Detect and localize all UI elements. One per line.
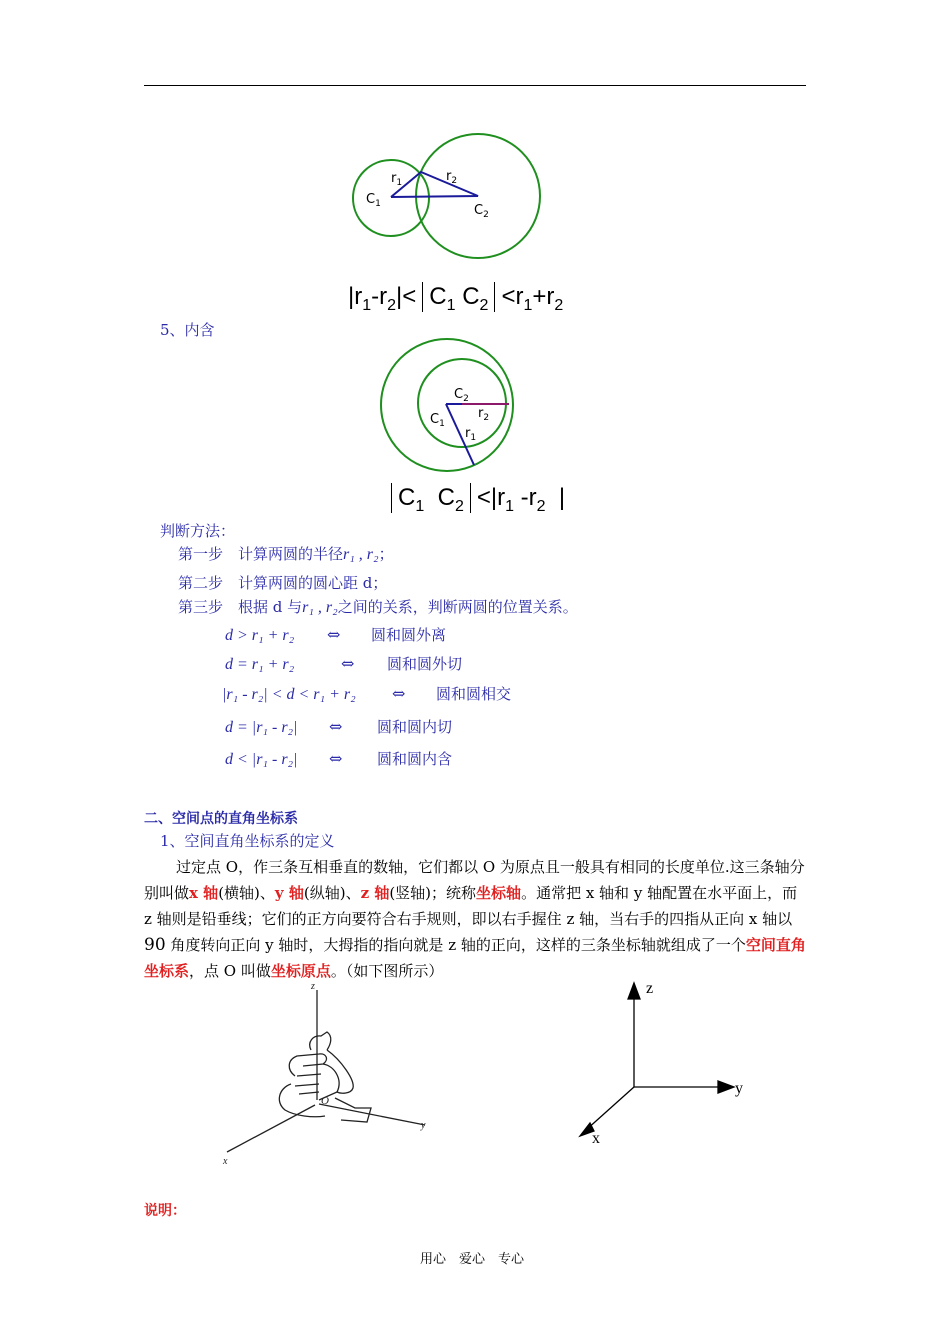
label-r2: r	[478, 406, 484, 421]
hand-z-label: z	[311, 981, 315, 992]
hand-o-label: O	[321, 1095, 329, 1107]
radius-triangle	[391, 172, 478, 197]
rule-row: d = r₁ + r₂ ⇔ 圆和圆外切	[225, 654, 463, 673]
coordinate-axes-figure	[570, 975, 755, 1150]
section-contain-title: 5、内含	[160, 321, 215, 339]
method-step1: 第一步 计算两圆的半径r₁ , r₂；	[178, 545, 394, 563]
method-step2: 第二步 计算两圆的圆心距 d；	[178, 574, 388, 592]
svg-text:C2: $C_2$	[454, 387, 469, 404]
svg-text:r2: $r_2$	[446, 169, 458, 186]
label-r2: r	[446, 169, 452, 184]
axis-y-label: y	[735, 1080, 743, 1097]
intersecting-circles-figure	[345, 130, 550, 260]
note-label: 说明：	[144, 1203, 186, 1219]
right-hand-rule-figure	[215, 980, 440, 1170]
svg-text:r2: $r_2$	[478, 406, 490, 423]
label-c2: C	[454, 387, 464, 402]
svg-text:r1: $r_1$	[391, 171, 403, 188]
hand-x-label: x	[223, 1156, 228, 1167]
axis-x-label: x	[592, 1130, 600, 1147]
section-heading: 二、空间点的直角坐标系	[144, 811, 298, 827]
axis-z-label: z	[646, 980, 654, 997]
rule-row: d < |r₁ - r₂| ⇔ 圆和圆内含	[225, 749, 453, 768]
svg-text:C2: $C_2$	[474, 203, 489, 220]
svg-text:r1: $r_1$	[465, 426, 477, 443]
method-title: 判断方法：	[160, 522, 236, 540]
label-r1: r	[465, 426, 471, 441]
label-c1: C	[430, 412, 440, 427]
subsection-heading: 1、空间直角坐标系的定义	[160, 832, 335, 850]
method-step3: 第三步 根据 d 与r₁ , r₂之间的关系，判断两圆的位置关系。	[178, 598, 578, 616]
contained-circles-figure	[378, 337, 518, 477]
label-c1: C	[366, 192, 376, 207]
svg-text:C1: $C_1$	[430, 412, 445, 429]
rule-row: d > r₁ + r₂ ⇔ 圆和圆外离	[225, 625, 447, 644]
formula-contain: $C_1$ $C_2 <|r_1$ $-r_2$ |	[385, 483, 565, 516]
svg-text:C1: $C_1$	[366, 192, 381, 209]
definition-paragraph: 过定点 O，作三条互相垂直的数轴，它们都以 O 为原点且一般具有相同的长度单位.这三条轴分别叫做x 轴(横轴)、y 轴(纵轴)、z 轴(竖轴)；统称坐标轴。通常把 x 轴和 y 轴配置在水平面上，而 z 轴则是铅垂线；它们的正方向要符合右手规则，即以右手握住 z 轴，当右手的四指从正向 x 轴以90 角度转向正向 y 轴时，大拇指的指向就是 z 轴的正向，这样的三条坐标轴就组成了一个空间直角坐标系，点 O 叫做坐标原点。（如下图所示）	[144, 858, 806, 980]
rule-row: |r₁ - r₂| < d < r₁ + r₂ ⇔ 圆和圆相交	[222, 684, 512, 703]
formula-intersect: $|r_1-r_2|< C_1$ $C_2 <r_1+r_2$	[348, 283, 564, 314]
page-footer: 用心 爱心 专心	[420, 1252, 525, 1267]
label-r1: r	[391, 171, 397, 186]
label-c2: C	[474, 203, 484, 218]
hand-y-label: y	[421, 1120, 426, 1131]
rule-row: d = |r₁ - r₂| ⇔ 圆和圆内切	[225, 717, 453, 736]
header-rule	[144, 85, 806, 86]
